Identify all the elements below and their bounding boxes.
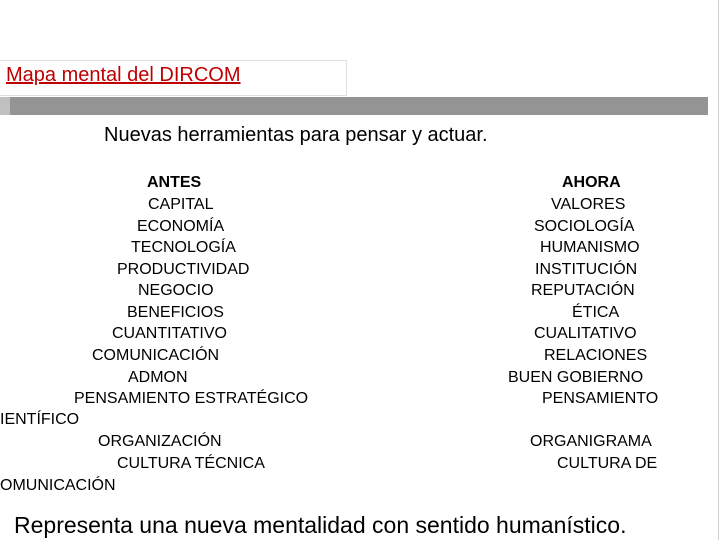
slide-title: Mapa mental del DIRCOM	[6, 64, 241, 86]
antes-item: ADMON	[128, 369, 188, 386]
antes-item: NEGOCIO	[138, 282, 214, 299]
ahora-item: RELACIONES	[544, 347, 648, 364]
ahora-item: HUMANISMO	[540, 239, 640, 256]
ahora-item: ÉTICA	[572, 304, 620, 321]
antes-item: CUANTITATIVO	[112, 325, 227, 342]
antes-item: PENSAMIENTO ESTRATÉGICO	[74, 390, 309, 407]
antes-item: CAPITAL	[148, 196, 214, 213]
antes-item: BENEFICIOS	[127, 304, 224, 321]
antes-item: PRODUCTIVIDAD	[117, 261, 250, 278]
antes-item: TECNOLOGÍA	[131, 239, 236, 256]
ahora-item: CULTURA DE	[557, 455, 658, 472]
antes-header: ANTES	[147, 174, 202, 191]
header-bar-accent	[0, 97, 10, 115]
ahora-item: REPUTACIÓN	[531, 282, 635, 299]
ahora-header: AHORA	[562, 174, 621, 191]
ahora-item: ORGANIGRAMA	[530, 433, 652, 450]
header-bar	[10, 97, 708, 115]
antes-item: OMUNICACIÓN	[0, 477, 116, 494]
antes-item: ORGANIZACIÓN	[98, 433, 222, 450]
right-rule	[718, 0, 719, 540]
slide-subtitle: Nuevas herramientas para pensar y actuar.	[104, 124, 488, 146]
ahora-item: BUEN GOBIERNO	[508, 369, 644, 386]
antes-item: CULTURA TÉCNICA	[117, 455, 265, 472]
ahora-item: SOCIOLOGÍA	[534, 218, 635, 235]
slide-footer-text: Representa una nueva mentalidad con sentido humanístico.	[14, 512, 627, 538]
ahora-item: INSTITUCIÓN	[535, 261, 638, 278]
antes-item: COMUNICACIÓN	[92, 347, 220, 364]
ahora-item: PENSAMIENTO	[542, 390, 659, 407]
antes-item: ECONOMÍA	[137, 218, 225, 235]
ahora-item: CUALITATIVO	[534, 325, 637, 342]
ahora-item: VALORES	[551, 196, 626, 213]
antes-item: IENTÍFICO	[0, 411, 80, 428]
